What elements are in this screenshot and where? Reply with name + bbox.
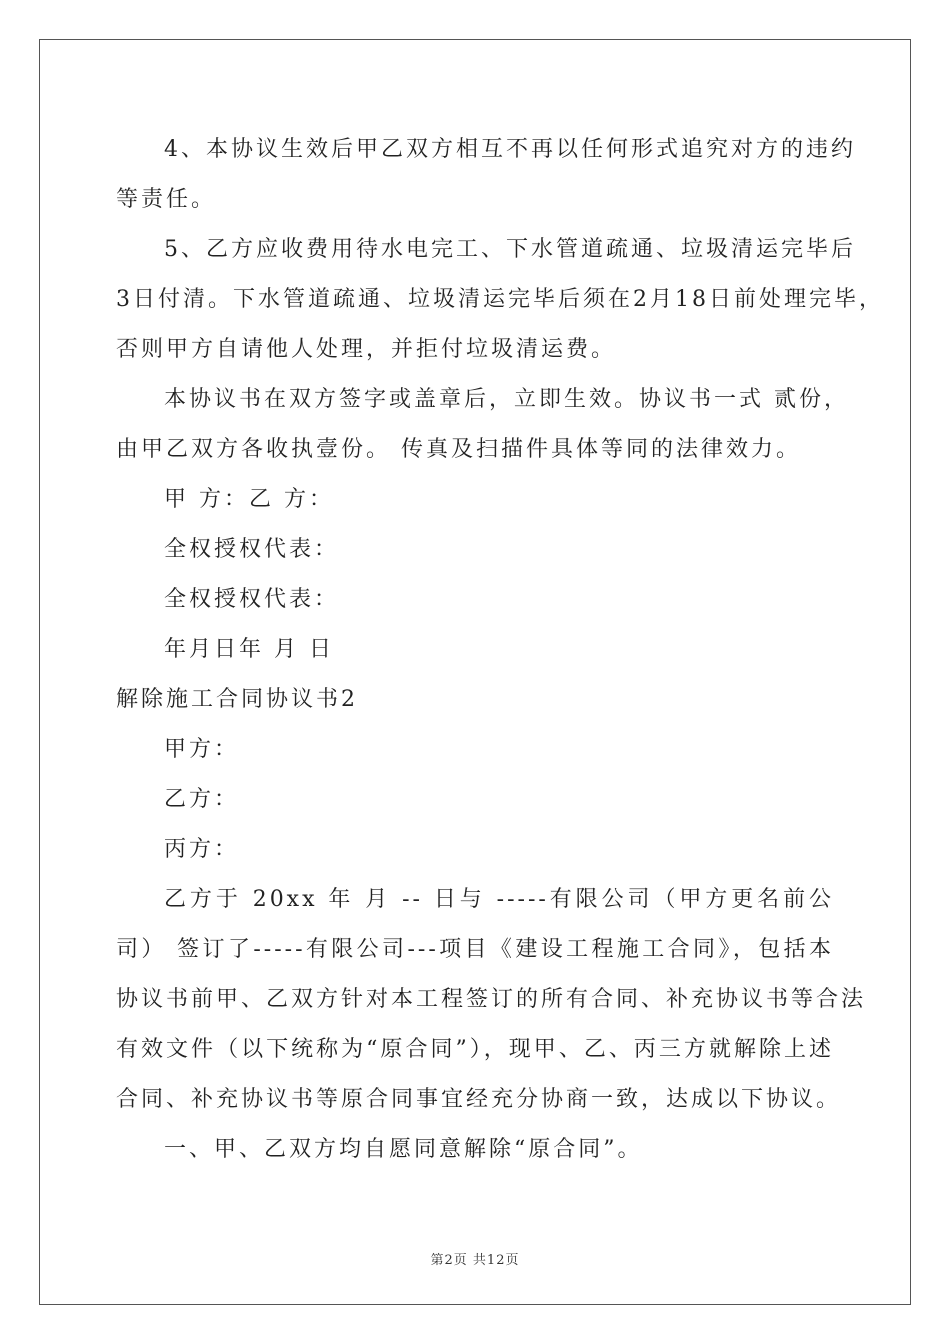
party-c-line: 丙方：: [164, 837, 240, 862]
background-line-1: 乙方于 20xx 年 月 -- 日与 -----有限公司（甲方更名前公: [164, 887, 834, 912]
page-border: [39, 39, 911, 1305]
background-line-4: 有效文件（以下统称为“原合同”），现甲、乙、丙三方就解除上述: [116, 1037, 834, 1062]
representative-line-2: 全权授权代表：: [164, 587, 340, 612]
article-1-line: 一、甲、乙双方均自愿同意解除“原合同”。: [164, 1137, 643, 1162]
background-line-5: 合同、补充协议书等原合同事宜经充分协商一致，达成以下协议。: [116, 1087, 842, 1112]
effect-line-1: 本协议书在双方签字或盖章后，立即生效。协议书一式 贰份，: [164, 387, 849, 412]
clause-5-line-2: 3日付清。下水管道疏通、垃圾清运完毕后须在2月18日前处理完毕，: [116, 287, 884, 312]
representative-line-1: 全权授权代表：: [164, 537, 340, 562]
party-a-line: 甲方：: [164, 737, 240, 762]
clause-4-line-2: 等责任。: [116, 187, 217, 212]
clause-4-line-1: 4、本协议生效后甲乙双方相互不再以任何形式追究对方的违约: [164, 137, 856, 162]
background-line-3: 协议书前甲、乙双方针对本工程签订的所有合同、补充协议书等合法: [116, 987, 867, 1012]
effect-line-2: 由甲乙双方各收执壹份。 传真及扫描件具体等同的法律效力。: [116, 437, 801, 462]
clause-5-line-1: 5、乙方应收费用待水电完工、下水管道疏通、垃圾清运完毕后: [164, 237, 856, 262]
section-title: 解除施工合同协议书2: [116, 687, 358, 712]
party-signature-line: 甲 方：乙 方：: [164, 487, 334, 512]
clause-5-line-3: 否则甲方自请他人处理，并拒付垃圾清运费。: [116, 337, 617, 362]
page-number-footer: 第2页 共12页: [430, 1253, 520, 1268]
background-line-2: 司） 签订了-----有限公司---项目《建设工程施工合同》，包括本: [116, 937, 834, 962]
party-b-line: 乙方：: [164, 787, 240, 812]
date-line: 年月日年 月 日: [164, 637, 334, 662]
